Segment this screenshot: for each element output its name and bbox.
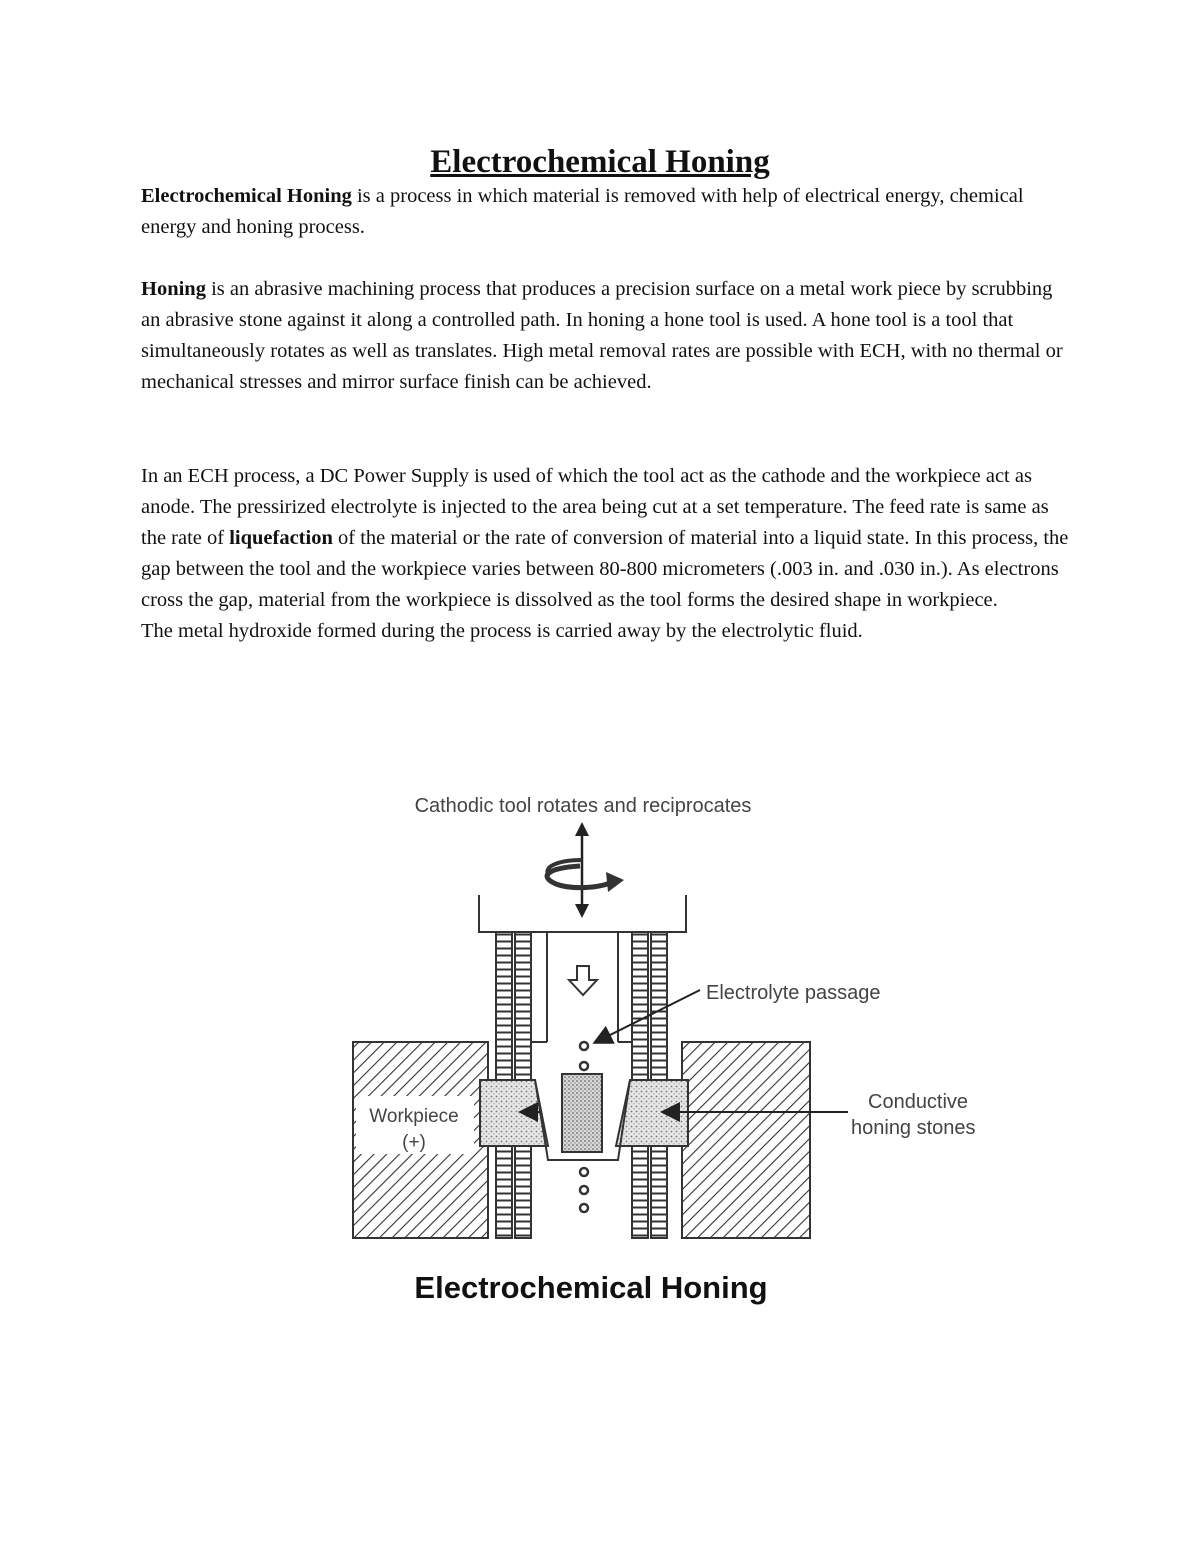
paragraph-ech-text-1: In an ECH process, a DC Power Supply is used of which the tool act as the cathode and the workpiece act as anode. The pressirized electrolyte is injected to the area being cut at a set temperature. The feed rate is same as the rate of: [141, 465, 1049, 549]
reciprocate-arrow-icon: [575, 822, 589, 918]
label-workpiece-polarity: (+): [402, 1132, 426, 1153]
paragraph-ech-text-2: of the material or the rate of conversion of material into a liquid state. In this process, the gap between the tool and the workpiece varies between 80-800 micrometers (.003 in. and .030 in.). As electrons cross the gap, material from the workpiece is dissolved as the tool forms the desired shape in workpiece.: [141, 527, 1069, 611]
workpiece-right: [682, 1042, 810, 1238]
label-conductive: Conductive: [868, 1091, 969, 1113]
term-liquefaction: liquefaction: [229, 527, 333, 549]
term-honing: Honing: [141, 278, 206, 300]
page-title: Electrochemical Honing: [430, 144, 770, 180]
paragraph-honing-text: is an abrasive machining process that produces a precision surface on a metal work piece by scrubbing an abrasive stone against it along a controlled path. In honing a hone tool is used. A hone tool is a tool that simultaneously rotates as well as translates. High metal removal rates are possible with ECH, with no thermal or mechanical stresses and mirror surface finish can be achieved.: [141, 278, 1063, 393]
figure-caption: Electrochemical Honing: [414, 1270, 768, 1305]
label-electrolyte-passage: Electrolyte passage: [706, 982, 881, 1004]
flow-down-arrow-icon: [569, 966, 597, 995]
label-honing-stones: honing stones: [851, 1117, 976, 1139]
rotation-arrow-icon: [547, 860, 624, 892]
label-cathodic-tool: Cathodic tool rotates and reciprocates: [414, 795, 752, 817]
paragraph-ech-text-3: The metal hydroxide formed during the process is carried away by the electrolytic fluid.: [141, 620, 863, 642]
mandrel-core: [562, 1074, 602, 1152]
term-electrochemical-honing: Electrochemical Honing: [141, 185, 352, 207]
label-workpiece: Workpiece: [369, 1106, 459, 1127]
paragraph-intro-text: is a process in which material is removed with help of electrical energy, chemical energy and honing process.: [141, 185, 1024, 238]
